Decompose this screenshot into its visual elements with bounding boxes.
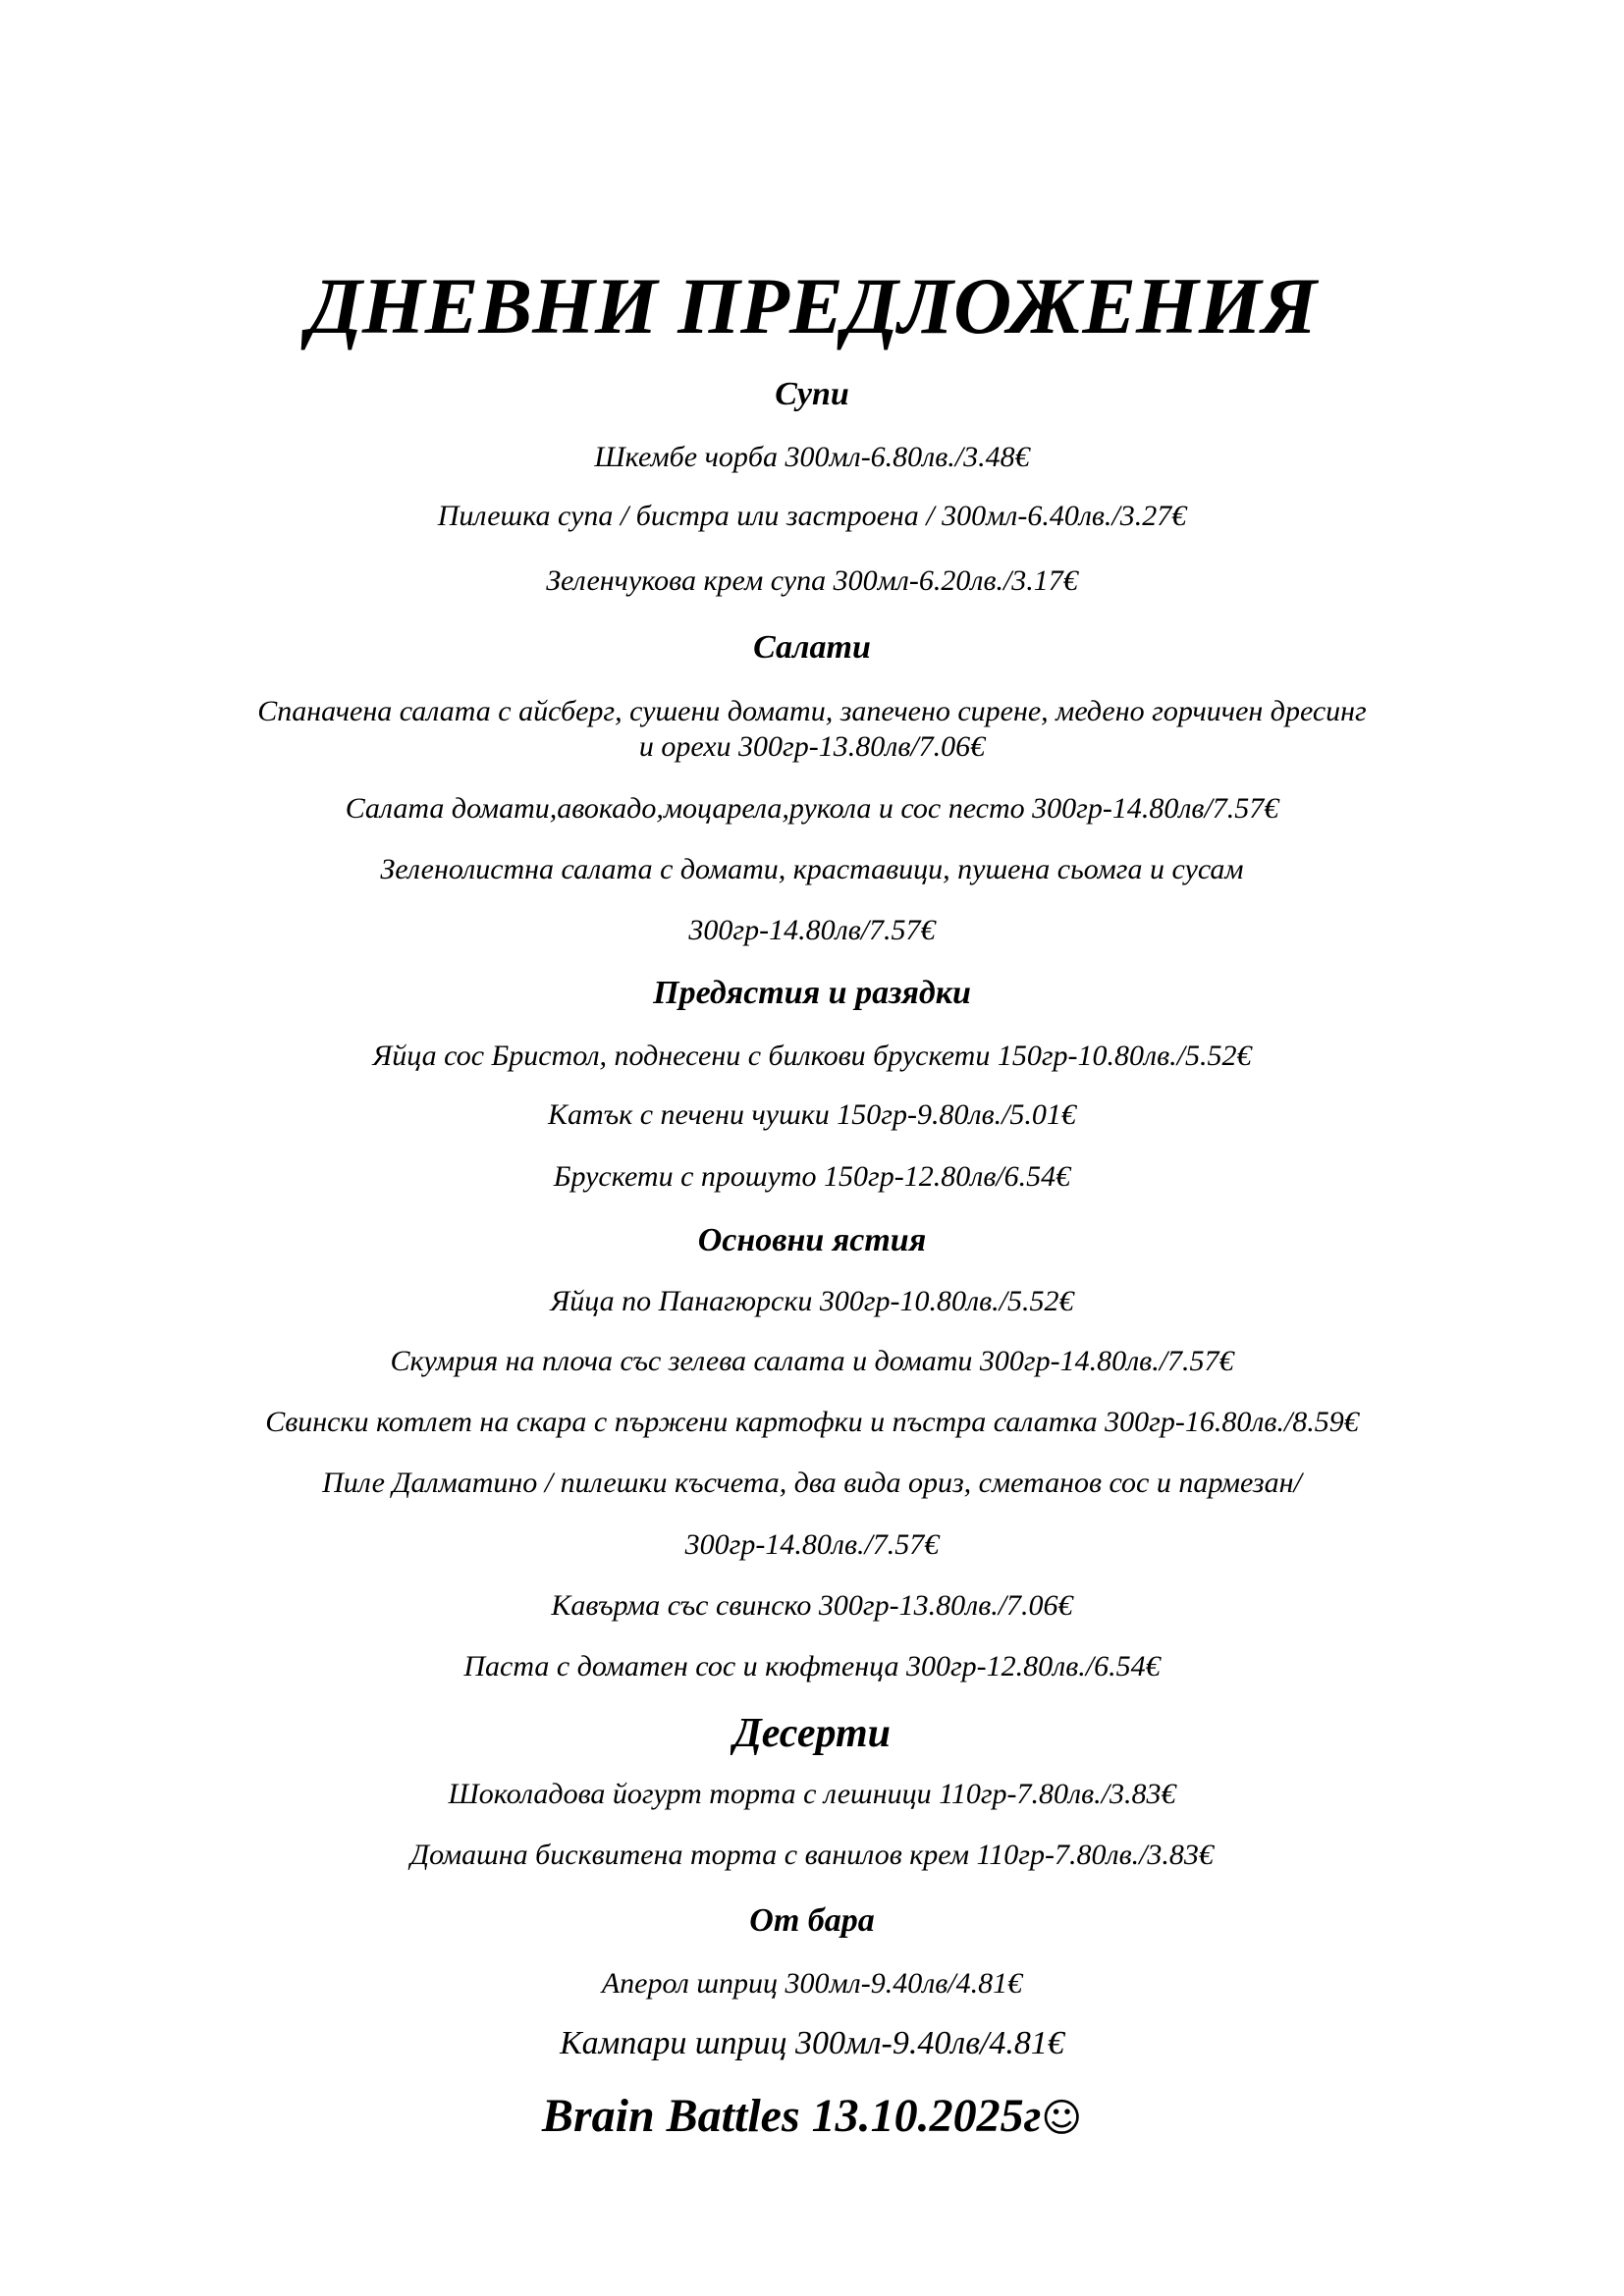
- menu-item-dessert-1: Шоколадова йогурт торта с лешници 110гр-7.80лв./3.83€: [448, 1778, 1176, 1810]
- menu-item-starter-3: Брускети с прошуто 150гр-12.80лв/6.54€: [553, 1160, 1071, 1193]
- menu-item-main-5: Кавърма със свинско 300гр-13.80лв./7.06€: [551, 1589, 1073, 1622]
- menu-item-salad-2: Салата домати,авокадо,моцарела,рукола и сос песто 300гр-14.80лв/7.57€: [345, 792, 1279, 825]
- menu-item-main-4-line-2: 300гр-14.80лв./7.57€: [684, 1528, 940, 1561]
- event-footer-text: Brain Battles 13.10.2025г: [541, 2090, 1042, 2142]
- menu-item-main-6: Паста с доматен сос и кюфтенца 300гр-12.80лв./6.54€: [463, 1650, 1161, 1682]
- section-heading-salads: Салати: [753, 629, 871, 666]
- menu-item-soup-3: Зеленчукова крем супа 300мл-6.20лв./3.17€: [546, 564, 1078, 597]
- menu-item-bar-2: Кампари шприц 300мл-9.40лв/4.81€: [560, 2025, 1064, 2061]
- menu-item-salad-1-line-2: и орехи 300гр-13.80лв/7.06€: [638, 730, 986, 763]
- menu-item-dessert-2: Домашна бисквитена торта с ванилов крем 110гр-7.80лв./3.83€: [410, 1839, 1214, 1871]
- menu-item-main-3: Свински котлет на скара с пържени картофки и пъстра салатка 300гр-16.80лв./8.59€: [265, 1406, 1359, 1438]
- menu-item-main-1: Яйца по Панагюрски 300гр-10.80лв./5.52€: [550, 1285, 1074, 1317]
- section-heading-desserts: Десерти: [733, 1711, 891, 1756]
- section-heading-soups: Супи: [775, 376, 849, 412]
- page-title: ДНЕВНИ ПРЕДЛОЖЕНИЯ: [306, 261, 1318, 350]
- section-heading-starters: Предястия и разядки: [653, 975, 971, 1011]
- menu-item-bar-1: Аперол шприц 300мл-9.40лв/4.81€: [601, 1967, 1023, 2000]
- menu-item-main-4-line-1: Пиле Далматино / пилешки късчета, два вида ориз, сметанов сос и пармезан/: [322, 1467, 1302, 1499]
- menu-item-salad-3-line-2: 300гр-14.80лв/7.57€: [688, 914, 936, 946]
- menu-item-salad-3-line-1: Зеленолистна салата с домати, краставици, пушена сьомга и сусам: [380, 853, 1244, 885]
- menu-item-salad-1-line-1: Спаначена салата с айсберг, сушени домати, запечено сирене, медено горчичен дресинг: [257, 695, 1367, 727]
- menu-item-starter-1: Яйца сос Бристол, поднесени с билкови брускети 150гр-10.80лв./5.52€: [372, 1040, 1252, 1072]
- section-heading-bar: От бара: [749, 1902, 875, 1939]
- section-heading-mains: Основни ястия: [697, 1222, 927, 1258]
- smiley-icon: ☺: [1041, 2096, 1083, 2141]
- menu-item-soup-2: Пилешка супа / бистра или застроена / 300мл-6.40лв./3.27€: [437, 500, 1187, 532]
- menu-item-main-2: Скумрия на плоча със зелева салата и домати 300гр-14.80лв./7.57€: [390, 1345, 1234, 1377]
- event-footer: [0, 2088, 1624, 2147]
- menu-item-soup-1: Шкембе чорба 300мл-6.80лв./3.48€: [594, 441, 1030, 473]
- menu-item-starter-2: Катък с печени чушки 150гр-9.80лв./5.01€: [548, 1098, 1076, 1131]
